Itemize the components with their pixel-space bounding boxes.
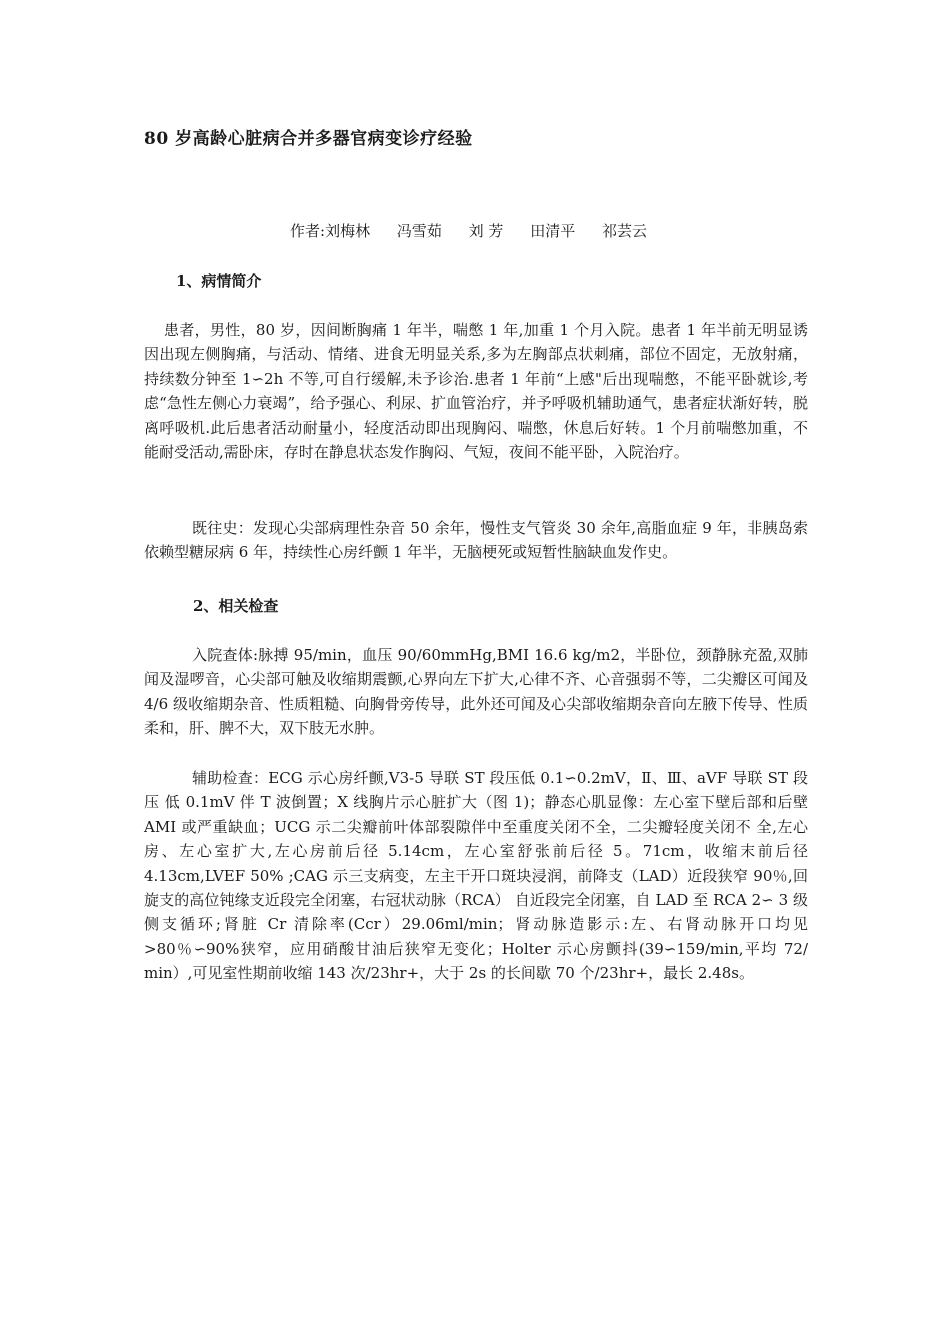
author-line: [290, 220, 647, 241]
author-item: [290, 222, 370, 240]
author-name: 田清平: [530, 222, 576, 240]
author-name: 刘 芳: [468, 222, 504, 240]
paragraph-case-summary: 患者，男性，80 岁，因间断胸痛 1 年半，喘憋 1 年,加重 1 个月入院。患者 1 年半前无明显诱因出现左侧胸痛，与活动、情绪、进食无明显关系,多为左胸部点状刺痛，部位不固定，无放射痛，持续数分钟至 1∽2h 不等,可自行缓解,未予诊治.患者 1 年前“上感"后出现喘憋，不能平卧就诊,考虑“急性左侧心力衰竭”，给予强心、利尿、扩血管治疗，并予呼吸机辅助通气，患者症状渐好转，脱离呼吸机.此后患者活动耐量小，轻度活动即出现胸闷、喘憋，休息后好转。1 个月前喘憋加重，不能耐受活动,需卧床，存时在静息状态发作胸闷、气短，夜间不能平卧，入院治疗。: [144, 321, 808, 462]
document-title: 80 岁高龄心脏病合并多器官病变诊疗经验: [144, 129, 473, 149]
author-name: 冯雪茹: [396, 222, 442, 240]
author-name: 祁芸云: [602, 222, 648, 240]
paragraph-past-history: 既往史：发现心尖部病理性杂音 50 余年，慢性支气管炎 30 余年,高脂血症 9 年，非胰岛索 依赖型糖尿病 6 年，持续性心房纤颤 1 年半，无脑梗死或短暂性脑缺血发作史。: [144, 519, 808, 562]
section-heading: 2、相关检查: [193, 597, 279, 615]
author-name: 刘梅林: [325, 222, 371, 240]
paragraph-auxiliary-exam: 辅助检查：ECG 示心房纤颤,V3-5 导联 ST 段压低 0.1∽0.2mV，Ⅱ、Ⅲ、aVF 导联 ST 段压 低 0.1mV 伴 T 波倒置；X 线胸片示心脏扩大（图 1)；静态心肌显像：左心室下壁后部和后壁 AMI 或严重缺血；UCG 示二尖瓣前叶体部裂隙伴中至重度关闭不全，二尖瓣轻度关闭不 全,左心房、左心室扩大,左心房前后径 5.14cm，左心室舒张前后径 5。71cm，收缩末前后径 4.13cm,LVEF 50% ;CAG 示三支病变，左主干开口斑块浸润，前降支（LAD）近段狭窄 90％,回旋支的高位钝缘支近段完全闭塞，右冠状动脉（RCA） 自近段完全闭塞，自 LAD 至 RCA 2∽ 3 级侧支循环;肾脏 Cr 清除率(Ccr）29.06ml/min；肾动脉造影示:左、右肾动脉开口均见>80％∽90%狭窄，应用硝酸甘油后狭窄无变化；Holter 示心房颤抖(39∽159/min,平均 72/ min）,可见室性期前收缩 143 次/23hr+，大于 2s 的长间歇 70 个/23hr+，最长 2.48s。: [144, 769, 808, 983]
authors-prefix: 作者:: [290, 222, 326, 240]
section-heading: 1、病情简介: [176, 272, 262, 290]
paragraph-physical-exam: 入院查体:脉搏 95/min，血压 90/60mmHg,BMI 16.6 kg/m2，半卧位，颈静脉充盈,双肺 闻及湿啰音，心尖部可触及收缩期震颤,心界向左下扩大,心律不齐、心音强弱不等，二尖瓣区可闻及 4/6 级收缩期杂音、性质粗糙、向胸骨旁传导，此外还可闻及心尖部收缩期杂音向左腋下传导、性质柔和，肝、脾不大，双下肢无水肿。: [144, 646, 808, 738]
